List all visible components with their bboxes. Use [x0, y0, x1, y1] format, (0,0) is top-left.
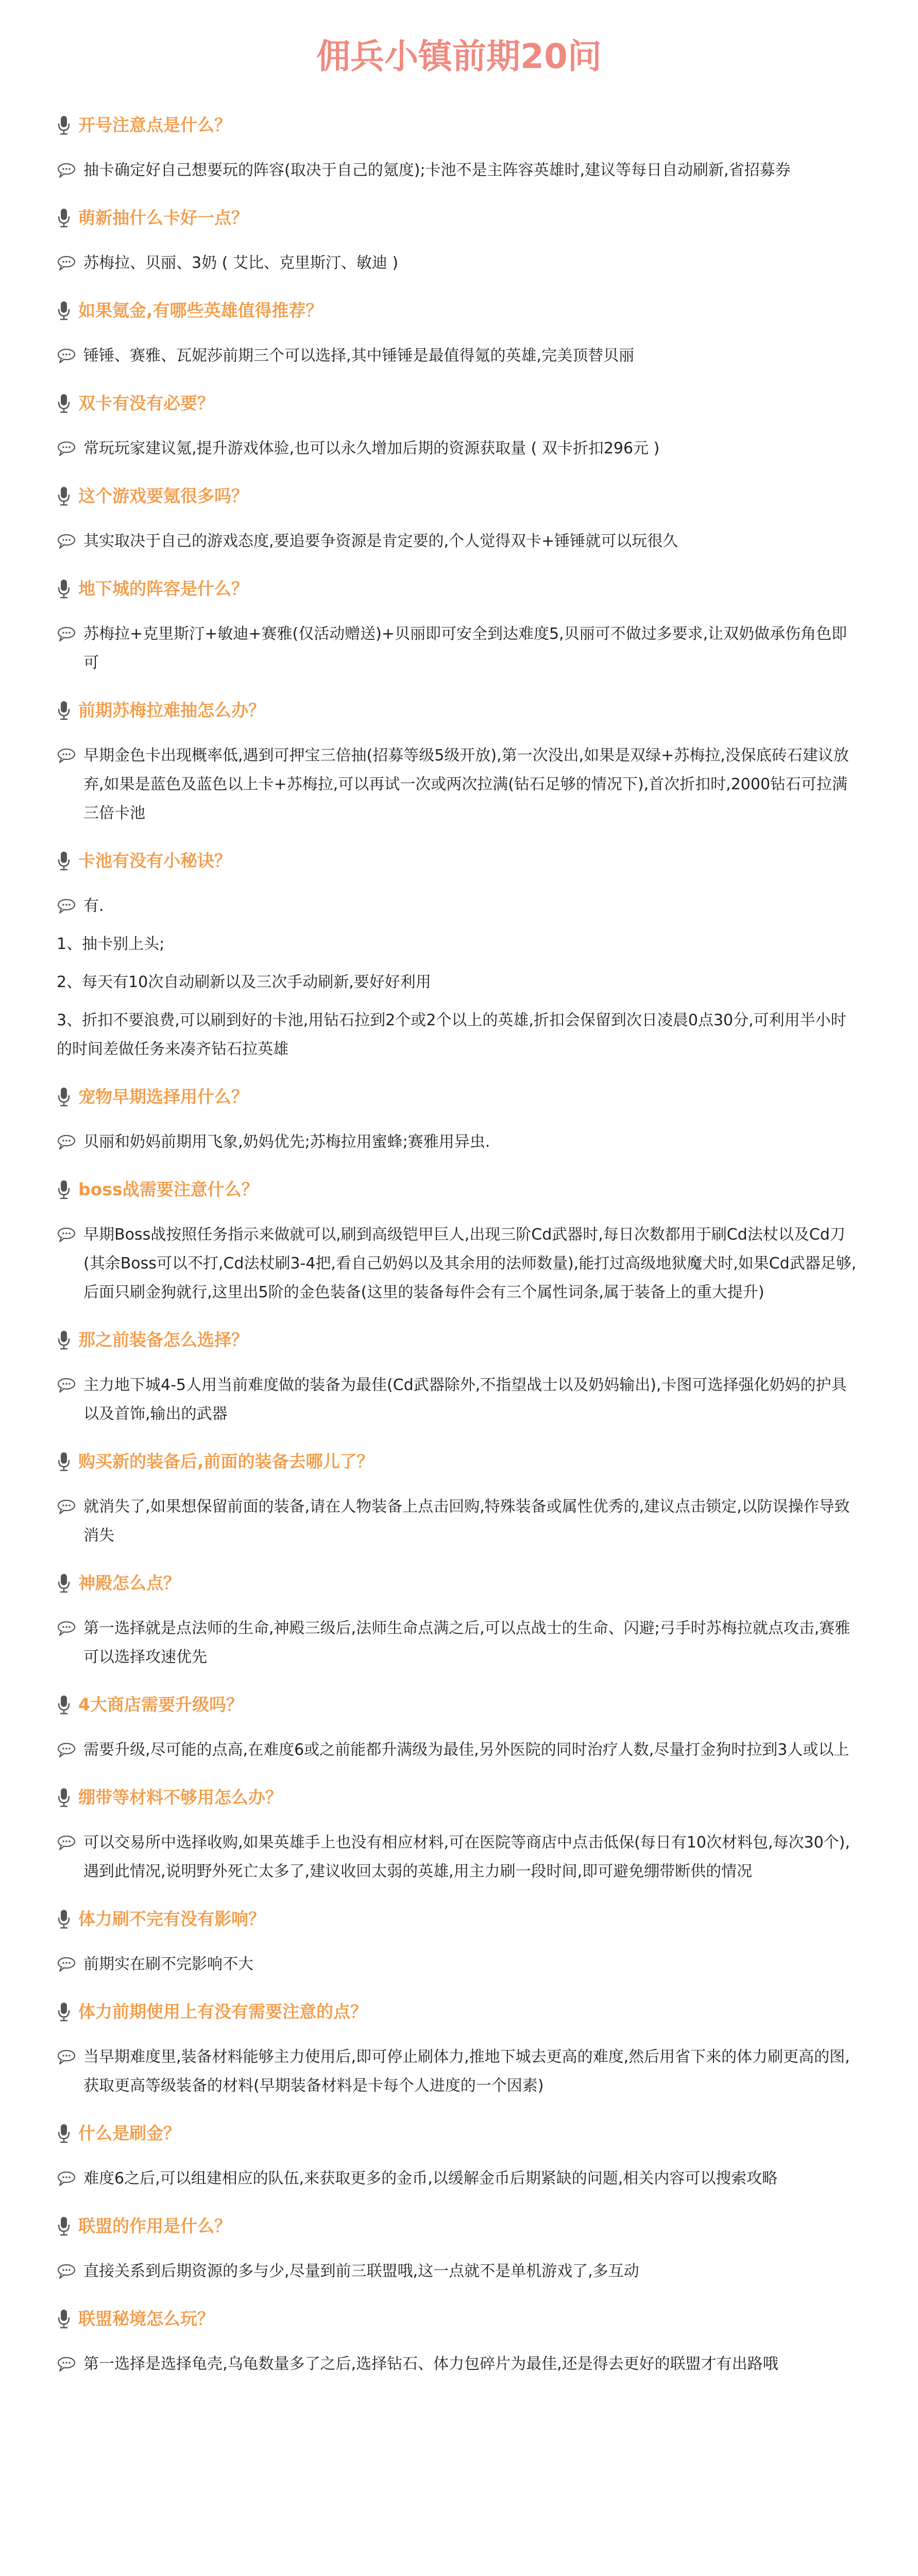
speech-bubble-icon	[57, 626, 76, 642]
microphone-icon	[57, 485, 71, 507]
answer-text: 常玩玩家建议氪,提升游戏体验,也可以永久增加后期的资源获取量 ( 双卡折扣296元 )	[83, 439, 660, 457]
microphone-icon	[57, 850, 71, 872]
question	[57, 390, 861, 417]
question-text: 宠物早期选择用什么？	[78, 1087, 248, 1107]
question-text: 购买新的装备后,前面的装备去哪儿了？	[78, 1451, 374, 1471]
answer-text: 第一选择就是点法师的生命,神殿三级后,法师生命点满之后,可以点战士的生命、闪避;弓手时苏梅拉就点攻击,赛雅可以选择攻速优先	[83, 1619, 851, 1666]
speech-bubble-icon	[57, 748, 76, 764]
microphone-icon	[57, 2123, 71, 2144]
question-text: 绷带等材料不够用怎么办？	[78, 1787, 282, 1807]
question-text: 4大商店需要升级吗？	[78, 1694, 243, 1715]
answer-list-line: 1、抽卡别上头;	[57, 935, 165, 953]
answer-text: 当早期难度里,装备材料能够主力使用后,即可停止刷体力,推地下城去更高的难度,然后用省下来的体力刷更高的图,获取更高等级装备的材料(早期装备材料是卡每个人进度的一个因素)	[83, 2048, 850, 2095]
answer	[57, 156, 861, 185]
speech-bubble-icon	[57, 898, 76, 914]
speech-bubble-icon	[57, 348, 76, 364]
answer-text: 就消失了,如果想保留前面的装备,请在人物装备上点击回购,特殊装备或属性优秀的,建议点击锁定,以防误操作导致消失	[83, 1498, 850, 1545]
answer-text: 有.	[83, 897, 104, 915]
microphone-icon	[57, 393, 71, 414]
answer	[57, 892, 861, 921]
qa-item	[57, 1570, 861, 1691]
question	[57, 1176, 861, 1203]
speech-bubble-icon	[57, 440, 76, 457]
speech-bubble-icon	[57, 2171, 76, 2187]
answer	[57, 1828, 861, 1886]
qa-item	[57, 1176, 861, 1327]
answer	[57, 249, 861, 278]
question-text: 开号注意点是什么？	[78, 115, 231, 135]
question	[57, 483, 861, 510]
answer	[57, 1736, 861, 1765]
answer-text: 可以交易所中选择收购,如果英雄手上也没有相应材料,可在医院等商店中点击低保(每日有10次材料包,每次30个),遇到此情况,说明野外死亡太多了,建议收回太弱的英雄,用主力刷一段时间,即可避免绷带断供的情况	[83, 1834, 850, 1880]
qa-item	[57, 1998, 861, 2120]
qa-item	[57, 1784, 861, 1906]
speech-bubble-icon	[57, 162, 76, 179]
qa-item	[57, 1448, 861, 1570]
qa-item	[57, 848, 861, 1083]
answer-text: 早期Boss战按照任务指示来做就可以,刷到高级铠甲巨人,出现三阶Cd武器时,每日次数都用于刷Cd法杖以及Cd刀(其余Boss可以不打,Cd法杖刷3-4把,看自己奶妈以及其余用的法师数量),能打过高级地狱魔犬时,如果Cd武器足够,后面只刷金狗就行,这里出5阶的金色装备(这里的装备每件会有三个属性词条,属于装备上的重大提升)	[83, 1226, 857, 1301]
answer	[57, 620, 861, 677]
question	[57, 2120, 861, 2147]
question	[57, 697, 861, 724]
answer	[57, 434, 861, 463]
question-text: 联盟的作用是什么？	[78, 2216, 231, 2236]
answer-text: 难度6之后,可以组建相应的队伍,来获取更多的金币,以缓解金币后期紧缺的问题,相关内容可以搜索攻略	[83, 2170, 778, 2188]
speech-bubble-icon	[57, 2263, 76, 2280]
answer-text: 早期金色卡出现概率低,遇到可押宝三倍抽(招募等级5级开放),第一次没出,如果是双绿+苏梅拉,没保底砖石建议放弃,如果是蓝色及蓝色以上卡+苏梅拉,可以再试一次或两次拉满(钻石足够的情况下),首次折扣时,2000钻石可拉满三倍卡池	[83, 747, 849, 822]
question	[57, 1998, 861, 2025]
microphone-icon	[57, 1086, 71, 1108]
question	[57, 575, 861, 602]
answer	[57, 2164, 861, 2193]
question-text: boss战需要注意什么？	[78, 1179, 259, 1199]
speech-bubble-icon	[57, 1620, 76, 1637]
answer	[57, 1614, 861, 1672]
microphone-icon	[57, 300, 71, 321]
question	[57, 1327, 861, 1353]
question	[57, 297, 861, 324]
speech-bubble-icon	[57, 1377, 76, 1394]
question-text: 萌新抽什么卡好一点？	[78, 208, 248, 228]
speech-bubble-icon	[57, 1835, 76, 1851]
question	[57, 2306, 861, 2332]
question-text: 卡池有没有小秘诀？	[78, 851, 231, 871]
microphone-icon	[57, 2215, 71, 2237]
answer-text: 苏梅拉、贝丽、3奶 ( 艾比、克里斯汀、敏迪 )	[83, 254, 399, 272]
question	[57, 1083, 861, 1110]
answer-list-line: 2、每天有10次自动刷新以及三次手动刷新,要好好利用	[57, 973, 431, 991]
microphone-icon	[57, 1572, 71, 1594]
question	[57, 1906, 861, 1933]
qa-item	[57, 390, 861, 483]
page-title: 佣兵小镇前期20问	[316, 37, 602, 76]
qa-item	[57, 575, 861, 697]
answer-list-line: 3、折扣不要浪费,可以刷到好的卡池,用钻石拉到2个或2个以上的英雄,折扣会保留到次日凌晨0点30分,可利用半小时的时间差做任务来凑齐钻石拉英雄	[57, 1011, 846, 1058]
answer	[57, 527, 861, 556]
answer	[57, 342, 861, 370]
question	[57, 1570, 861, 1597]
speech-bubble-icon	[57, 533, 76, 550]
question-text: 地下城的阵容是什么？	[78, 579, 248, 599]
question-text: 双卡有没有必要？	[78, 393, 214, 413]
question	[57, 848, 861, 874]
microphone-icon	[57, 1451, 71, 1472]
question-text: 这个游戏要氪很多吗？	[78, 486, 248, 506]
answer-text: 直接关系到后期资源的多与少,尽量到前三联盟哦,这一点就不是单机游戏了,多互动	[83, 2262, 639, 2280]
microphone-icon	[57, 578, 71, 600]
qa-item	[57, 2120, 861, 2213]
microphone-icon	[57, 2001, 71, 2023]
answer-text: 前期实在刷不完影响不大	[83, 1955, 253, 1973]
question	[57, 112, 861, 139]
answer	[57, 1371, 861, 1429]
speech-bubble-icon	[57, 1499, 76, 1515]
microphone-icon	[57, 1908, 71, 1930]
question-text: 体力前期使用上有没有需要注意的点？	[78, 2002, 367, 2022]
speech-bubble-icon	[57, 1742, 76, 1758]
question	[57, 1448, 861, 1475]
qa-item	[57, 297, 861, 390]
answer-text: 其实取决于自己的游戏态度,要追要争资源是肯定要的,个人觉得双卡+锤锤就可以玩很久	[83, 532, 678, 550]
answer-text: 锤锤、赛雅、瓦妮莎前期三个可以选择,其中锤锤是最值得氪的英雄,完美顶替贝丽	[83, 347, 635, 365]
microphone-icon	[57, 1694, 71, 1716]
speech-bubble-icon	[57, 2356, 76, 2372]
question-text: 前期苏梅拉难抽怎么办？	[78, 700, 265, 720]
question-text: 神殿怎么点？	[78, 1573, 180, 1593]
qa-item	[57, 1906, 861, 1998]
answer-text: 第一选择是选择龟壳,乌龟数量多了之后,选择钻石、体力包碎片为最佳,还是得去更好的联盟才有出路哦	[83, 2355, 778, 2373]
answer	[57, 741, 861, 828]
qa-item	[57, 205, 861, 297]
answer	[57, 1950, 861, 1979]
question	[57, 2213, 861, 2240]
qa-item	[57, 483, 861, 575]
question	[57, 1691, 861, 1718]
answer	[57, 1128, 861, 1157]
answer-text: 抽卡确定好自己想要玩的阵容(取决于自己的氪度);卡池不是主阵容英雄时,建议等每日自动刷新,省招募券	[83, 161, 791, 179]
microphone-icon	[57, 1787, 71, 1808]
qa-item	[57, 697, 861, 848]
microphone-icon	[57, 1329, 71, 1351]
question-text: 体力刷不完有没有影响？	[78, 1909, 265, 1929]
answer-text: 需要升级,尽可能的点高,在难度6或之前能都升满级为最佳,另外医院的同时治疗人数,尽量打金狗时拉到3人或以上	[83, 1741, 849, 1759]
qa-item	[57, 1327, 861, 1448]
qa-item	[57, 1691, 861, 1784]
microphone-icon	[57, 700, 71, 721]
answer	[57, 2043, 861, 2100]
answer-text: 苏梅拉+克里斯汀+敏迪+赛雅(仅活动赠送)+贝丽即可安全到达难度5,贝丽可不做过多要求,让双奶做承伤角色即可	[83, 625, 847, 672]
qa-item	[57, 112, 861, 205]
speech-bubble-icon	[57, 1956, 76, 1973]
speech-bubble-icon	[57, 1134, 76, 1150]
microphone-icon	[57, 1179, 71, 1200]
qa-item	[57, 2213, 861, 2306]
answer	[57, 2350, 861, 2379]
answer-text: 主力地下城4-5人用当前难度做的装备为最佳(Cd武器除外,不指望战士以及奶妈输出),卡图可选择强化奶妈的护具以及首饰,输出的武器	[83, 1376, 847, 1423]
question-text: 如果氪金,有哪些英雄值得推荐？	[78, 300, 323, 320]
answer	[57, 1493, 861, 1550]
microphone-icon	[57, 114, 71, 136]
qa-item	[57, 1083, 861, 1176]
question-text: 联盟秘境怎么玩？	[78, 2309, 214, 2329]
qa-item	[57, 2306, 861, 2398]
speech-bubble-icon	[57, 2049, 76, 2065]
question	[57, 205, 861, 231]
answer	[57, 1221, 861, 1307]
question	[57, 1784, 861, 1811]
microphone-icon	[57, 2308, 71, 2330]
question-text: 什么是刷金？	[78, 2123, 180, 2143]
answer	[57, 2257, 861, 2286]
speech-bubble-icon	[57, 1227, 76, 1243]
question-text: 那之前装备怎么选择？	[78, 1330, 248, 1350]
answer-text: 贝丽和奶妈前期用飞象,奶妈优先;苏梅拉用蜜蜂;赛雅用异虫.	[83, 1133, 490, 1151]
speech-bubble-icon	[57, 255, 76, 272]
qa-list	[57, 112, 861, 2398]
microphone-icon	[57, 207, 71, 229]
